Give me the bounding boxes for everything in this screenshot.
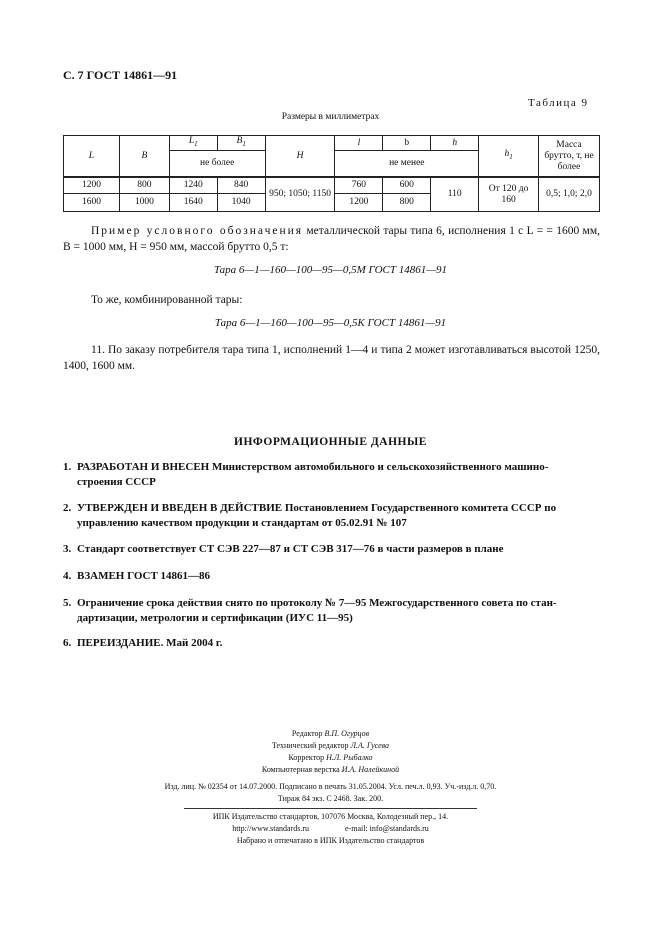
- imprint-publisher: ИПК Издательство стандартов, 107076 Москва, Колодезный пер., 14.: [212, 812, 449, 821]
- credit-corrector: Корректор Н.Л. Рыбалко: [288, 753, 373, 762]
- cell-h: 110: [431, 177, 479, 212]
- cell-B1: 1040: [217, 194, 265, 212]
- cell-l: 1200: [335, 194, 383, 212]
- col-header-B: B: [119, 136, 169, 178]
- cell-L: 1200: [64, 177, 120, 194]
- info-item-5: 5. Ограничение срока действия снято по протоколу № 7—95 Межгосударственного совета по стан- дартизации, метрологии и сертификации (ИУС 11—95): [63, 597, 557, 624]
- info-item-2: 2. УТВЕРЖДЕН И ВВЕДЕН В ДЕЙСТВИЕ Постановлением Государственного комитета СССР по управлению качеством продукции и стандартам от 05.02.91 № 107: [63, 502, 557, 529]
- table-units: Размеры в миллиметрах: [281, 112, 380, 122]
- cell-L1: 1240: [169, 177, 217, 194]
- imprint-credits: [0, 728, 661, 776]
- same-combined-text: То же, комбинированной тары:: [91, 294, 243, 306]
- col-group-ne-menee: не менее: [335, 151, 479, 178]
- col-header-L: L: [64, 136, 120, 178]
- col-header-mass: Масса брутто, т, не более: [539, 136, 600, 178]
- imprint-email: e-mail: info@standards.ru: [345, 824, 429, 833]
- cell-b: 800: [383, 194, 431, 212]
- example-paragraph: Пример условного обозначения металлической тары типа 6, исполнения 1 с L = = 1600 мм, B = 1000 мм, H = 950 мм, массой брутто 0,5 т:: [63, 225, 600, 253]
- credit-tech-editor: Технический редактор Л.А. Гусева: [271, 741, 390, 750]
- cell-H: 950; 1050; 1150: [265, 177, 335, 212]
- table-row: [64, 177, 600, 194]
- info-title: ИНФОРМАЦИОННЫЕ ДАННЫЕ: [234, 436, 427, 448]
- designation-combined: Тара 6—1—160—100—95—0,5К ГОСТ 14861—91: [214, 317, 447, 329]
- info-item-6: 6. ПЕРЕИЗДАНИЕ. Май 2004 г.: [63, 637, 223, 649]
- imprint-license: Изд. лиц. № 02354 от 14.07.2000. Подписано в печать 31.05.2004. Усл. печ.л. 0,93. Уч.-изд.л. 0,70.: [164, 782, 497, 791]
- col-header-B1: $B_1$: [217, 136, 265, 151]
- info-item-4: 4. ВЗАМЕН ГОСТ 14861—86: [63, 570, 211, 582]
- info-item-1: 1. РАЗРАБОТАН И ВНЕСЕН Министерством автомобильного и сельскохозяйственного машино- строения СССР: [63, 461, 549, 488]
- page-header: С. 7 ГОСТ 14861—91: [63, 68, 178, 82]
- imprint-printed: Набрано и отпечатано в ИПК Издательство стандартов: [236, 836, 425, 845]
- col-header-L1: $L_1$: [169, 136, 217, 151]
- cell-B: 800: [119, 177, 169, 194]
- imprint-print-run: Тираж 84 экз. С 2468. Зак. 200.: [277, 794, 384, 803]
- col-header-b: b: [383, 136, 431, 151]
- col-header-h1: $h_1$: [479, 136, 539, 178]
- cell-mass: 0,5; 1,0; 2,0: [539, 177, 600, 212]
- cell-L1: 1640: [169, 194, 217, 212]
- col-header-h: h: [431, 136, 479, 151]
- imprint-web: http://www.standards.ru: [232, 824, 309, 833]
- imprint-divider: [184, 808, 477, 809]
- col-group-ne-bolee: не более: [169, 151, 265, 178]
- cell-l: 760: [335, 177, 383, 194]
- designation-metal: Тара 6—1—160—100—95—0,5М ГОСТ 14861—91: [213, 264, 448, 276]
- col-header-H: H: [265, 136, 335, 178]
- cell-b: 600: [383, 177, 431, 194]
- cell-h1: От 120 до 160: [479, 177, 539, 212]
- col-header-l: l: [335, 136, 383, 151]
- cell-B1: 840: [217, 177, 265, 194]
- table-number: Таблица 9: [528, 97, 589, 109]
- credit-layout: Компьютерная верстка И.А. Налейкиной: [261, 765, 400, 774]
- dimensions-table: [63, 135, 600, 212]
- item-11: 11. По заказу потребителя тара типа 1, исполнений 1—4 и типа 2 может изготавливаться высотой 1250, 1400, 1600 мм.: [63, 344, 600, 372]
- imprint-contacts: [0, 823, 661, 835]
- cell-L: 1600: [64, 194, 120, 212]
- cell-B: 1000: [119, 194, 169, 212]
- credit-editor: Редактор В.П. Огурцов: [291, 729, 370, 738]
- info-item-3: 3. Стандарт соответствует СТ СЭВ 227—87 и СТ СЭВ 317—76 в части размеров в плане: [63, 543, 504, 555]
